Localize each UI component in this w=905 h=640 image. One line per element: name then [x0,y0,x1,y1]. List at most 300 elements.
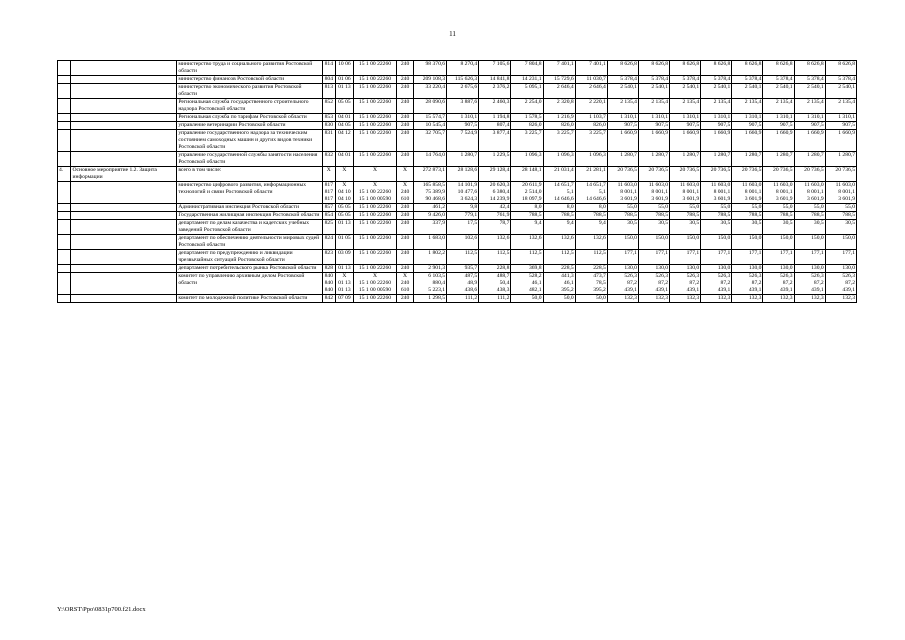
value-cell [670,151,701,166]
cell-line: 526,3 [748,272,762,279]
value-cell [322,219,335,234]
value-cell [794,166,825,181]
value-cell [543,61,575,76]
cell-line: 177,1 [811,249,824,256]
cell-line: 6 380,4 [492,188,510,195]
measure-name [71,249,177,264]
value-cell [575,181,607,203]
cell-line: 5 223,1 [428,286,446,293]
value-cell [732,75,763,83]
cell-line: 2 376,2 [492,83,510,90]
cell-line: 5 378,4 [682,75,700,82]
value-cell [763,219,794,234]
value-cell [701,61,732,76]
cell-line: 526,3 [655,272,669,279]
cell-line: 9,4 [534,219,542,226]
cell-line: 1 310,1 [806,113,824,120]
cell-line: 1 310,1 [775,113,793,120]
value-cell [447,61,479,76]
value-cell [794,98,825,113]
cell-line: 2 646,4 [556,83,574,90]
cell-line: 14 239,9 [489,195,510,202]
cell-line: 21 031,4 [554,166,574,173]
row-number [58,121,71,129]
value-cell [353,98,397,113]
cell-line: 01 13 [338,219,351,226]
value-cell [701,166,732,181]
cell-line: X [326,166,331,173]
table-row [58,98,857,113]
cell-line: 132,3 [748,294,762,301]
value-cell [397,234,414,249]
cell-line: 1 280,7 [682,151,700,158]
value-cell [511,151,543,166]
value-cell [763,181,794,203]
cell-line: 3 601,9 [682,195,700,202]
cell-line: 228,5 [561,264,574,271]
cell-line: 1 280,7 [775,151,793,158]
value-cell [794,219,825,234]
value-cell [479,219,511,234]
cell-line: 50,0 [596,294,606,301]
cell-line: 240 [400,203,410,210]
value-cell [322,234,335,249]
measure-name [71,113,177,121]
row-number [58,75,71,83]
cell-line: 610 [400,195,410,202]
cell-line: 842 [324,294,334,301]
cell-line: 112,5 [464,249,478,256]
cell-line: 132,3 [842,294,855,301]
table-row [58,151,857,166]
value-cell [397,83,414,98]
cell-line: 11 030,7 [586,75,606,82]
value-cell [322,83,335,98]
value-cell [353,294,397,302]
cell-line: 7 524,9 [460,129,478,136]
cell-line: 177,1 [686,249,700,256]
cell-line: 439,1 [686,286,700,293]
value-cell [825,211,856,219]
cell-line: 907,5 [748,121,762,128]
cell-line: 177,1 [624,249,637,256]
value-cell [511,249,543,264]
cell-line: 15 1 00 22260 [358,264,392,271]
value-cell [607,294,638,302]
cell-line: 461,2 [432,203,446,210]
value-cell [543,83,575,98]
cell-line: 55,0 [782,203,793,210]
value-cell [607,272,638,294]
value-cell [701,83,732,98]
cell-line: 1 229,5 [492,151,510,158]
cell-line: 2 540,1 [651,83,669,90]
value-cell [543,211,575,219]
measure-name [71,61,177,76]
cell-line: 826,0 [561,121,574,128]
cell-line: 177,1 [717,249,731,256]
cell-line: 14 231,1 [521,75,542,82]
cell-line: 240 [400,294,410,301]
cell-line: 102,6 [464,234,478,241]
executor-name: Региональная служба по тарифам Ростовской области [177,113,322,121]
value-cell [794,129,825,151]
value-cell [353,151,397,166]
cell-line: 132,6 [593,234,606,241]
value-cell [607,211,638,219]
cell-line: 14 646,6 [554,195,574,202]
value-cell [511,166,543,181]
cell-line: 04 10 [338,188,351,195]
cell-line: 150,0 [624,234,637,241]
footer-file-path: Y:\ORST\Ppo\0831p700.f21.docx [57,606,146,613]
cell-line: 8 626,8 [620,61,637,67]
value-cell [413,151,446,166]
cell-line: 1 280,7 [460,151,478,158]
value-cell [732,151,763,166]
cell-line: 177,1 [655,249,669,256]
cell-line: 1 683,0 [428,234,446,241]
value-cell [701,234,732,249]
cell-line: 3 601,9 [713,195,731,202]
cell-line: 11 603,0 [617,181,637,188]
value-cell [607,83,638,98]
value-cell [511,98,543,113]
value-cell [397,219,414,234]
value-cell [479,234,511,249]
cell-line: 209 108,3 [422,75,446,82]
cell-line: 150,0 [780,234,793,241]
cell-line: 15 1 00 22260 [358,151,392,158]
cell-line: 15 1 00 22260 [358,61,392,67]
cell-line: 10 545,4 [425,121,446,128]
cell-line: 1 280,7 [651,151,669,158]
value-cell [607,113,638,121]
cell-line: 852 [324,98,334,105]
cell-line: X [342,272,347,279]
cell-line: 30,5 [658,219,669,226]
value-cell [575,219,607,234]
executor-name: Региональная служба государственного строительного надзора Ростовской области [177,98,322,113]
value-cell [607,129,638,151]
value-cell [336,203,354,211]
value-cell [670,75,701,83]
cell-line: 2 514,0 [524,188,542,195]
table-row [58,83,857,98]
measure-name [71,264,177,272]
cell-line: 30,5 [813,219,824,226]
value-cell [763,166,794,181]
measure-name [71,219,177,234]
measure-name: Основное мероприятие 1.2. Защита информации [71,166,177,181]
value-cell [543,294,575,302]
value-cell [575,61,607,76]
cell-line: 55,0 [627,203,637,210]
value-cell [353,219,397,234]
cell-line: 907,5 [464,121,478,128]
cell-line: 20 620,3 [489,181,510,188]
cell-line: 8 001,1 [775,188,793,195]
value-cell [638,98,669,113]
value-cell [607,219,638,234]
cell-line: 150,0 [842,234,855,241]
value-cell [543,219,575,234]
cell-line: 1 194,8 [492,113,510,120]
cell-line: X [372,272,377,279]
value-cell [732,234,763,249]
table-row [58,234,857,249]
value-cell [732,211,763,219]
value-cell [413,83,446,98]
value-cell [732,264,763,272]
value-cell [575,272,607,294]
executor-name: Государственная жилищная инспекция Ростовской области [177,211,322,219]
cell-line: 788,5 [655,211,669,218]
executor-name: управление ветеринарии Ростовской области [177,121,322,129]
value-cell [336,121,354,129]
value-cell [825,181,856,203]
value-cell [638,219,669,234]
value-cell [825,249,856,264]
value-cell [607,121,638,129]
cell-line: 826,0 [528,121,542,128]
value-cell [322,98,335,113]
value-cell [670,234,701,249]
value-cell [511,272,543,294]
measure-name [71,294,177,302]
executor-name: министерство финансов Ростовской области [177,75,322,83]
cell-line: 130,0 [748,264,762,271]
cell-line: 130,0 [717,264,731,271]
value-cell [336,249,354,264]
cell-line: 788,5 [593,211,606,218]
table-row [58,294,857,302]
executor-name: департамент по обеспечению деятельности мировых судей Ростовской области [177,234,322,249]
cell-line: 130,0 [842,264,855,271]
cell-line: 240 [400,219,410,226]
value-cell [638,166,669,181]
row-number [58,129,71,151]
cell-line: 78,5 [596,279,606,286]
value-cell [397,181,414,203]
cell-line: 337,9 [432,219,446,226]
value-cell [479,272,511,294]
cell-line: 6 103,5 [428,272,446,279]
cell-line: 240 [400,75,410,82]
value-cell [732,294,763,302]
value-cell [763,211,794,219]
cell-line: 15 1 00 22260 [358,234,392,241]
cell-line: 9 426,0 [428,211,446,218]
value-cell [322,61,335,76]
cell-line: 2 540,1 [682,83,700,90]
value-cell [336,264,354,272]
cell-line: 03 09 [338,249,351,256]
cell-line: 5 378,4 [651,75,669,82]
cell-line: 10 06 [338,61,351,67]
cell-line: 30,5 [845,219,855,226]
value-cell [336,166,354,181]
value-cell [732,113,763,121]
cell-line: 1 216,9 [556,113,574,120]
value-cell [638,211,669,219]
cell-line: 831 [324,129,334,136]
measure-name [71,211,177,219]
cell-line: 2 135,4 [620,98,637,105]
value-cell [607,234,638,249]
cell-line: 823 [324,249,334,256]
value-cell [670,61,701,76]
value-cell [447,98,479,113]
cell-line: 15 1 00 22260 [358,83,392,90]
value-cell [353,83,397,98]
value-cell [794,234,825,249]
cell-line: 8 001,1 [713,188,731,195]
value-cell [670,113,701,121]
executor-name: департамент по делам казачества и кадетских учебных заведений Ростовской области [177,219,322,234]
value-cell [322,249,335,264]
value-cell [825,294,856,302]
measure-name [71,121,177,129]
cell-line: 130,0 [655,264,669,271]
value-cell [701,294,732,302]
value-cell [607,75,638,83]
value-cell [413,98,446,113]
cell-line: 15 1 00 22260 [358,188,392,195]
cell-line: 132,3 [717,294,731,301]
cell-line: 17,5 [467,219,478,226]
cell-line: 20 736,5 [710,166,731,173]
cell-line: 5 095,1 [524,83,542,90]
value-cell [322,203,335,211]
table-row [58,211,857,219]
value-cell [732,181,763,203]
value-cell [336,294,354,302]
cell-line: 2 220,1 [589,98,606,105]
value-cell [511,121,543,129]
value-cell [575,83,607,98]
measure-name [71,83,177,98]
cell-line: 240 [400,188,410,195]
cell-line: 50,0 [531,294,542,301]
cell-line: 817 [324,188,334,195]
row-number [58,113,71,121]
value-cell [511,181,543,203]
cell-line: 610 [400,286,410,293]
table-row [58,249,857,264]
cell-line: 1 310,1 [620,113,637,120]
cell-line: 8 626,8 [682,61,700,67]
value-cell [322,272,335,294]
value-cell [479,203,511,211]
cell-line: 14 646,6 [586,195,606,202]
cell-line: 1 660,9 [806,129,824,136]
cell-line: 439,1 [655,286,669,293]
cell-line: 3 601,9 [806,195,824,202]
cell-line: 55,0 [658,203,669,210]
cell-line: 439,1 [842,286,855,293]
value-cell [397,151,414,166]
cell-line: 853 [324,113,334,120]
cell-line: 439,1 [780,286,793,293]
value-cell [825,166,856,181]
row-number [58,272,71,294]
cell-line: 55,0 [845,203,855,210]
value-cell [638,113,669,121]
value-cell [732,61,763,76]
measure-name [71,181,177,203]
cell-line: 130,0 [780,264,793,271]
cell-line: 817 [324,181,334,188]
value-cell [413,181,446,203]
cell-line: 87,2 [782,279,793,286]
value-cell [479,249,511,264]
value-cell [336,98,354,113]
cell-line: 8 001,1 [682,188,700,195]
executor-name: департамент потребительского рынка Ростовской области [177,264,322,272]
value-cell [638,181,669,203]
table-row [58,129,857,151]
value-cell [732,219,763,234]
cell-line: 240 [400,121,410,128]
value-cell [447,211,479,219]
value-cell [413,249,446,264]
value-cell [353,272,397,294]
cell-line: 2 901,3 [428,264,446,271]
value-cell [794,249,825,264]
cell-line: 75 389,9 [425,188,446,195]
cell-line: 130,0 [624,264,637,271]
cell-line: 11 603,0 [773,181,793,188]
cell-line: 3 601,9 [620,195,637,202]
cell-line: 907,5 [624,121,637,128]
measure-name [71,129,177,151]
cell-line: 132,6 [496,234,510,241]
cell-line: 2 675,6 [460,83,478,90]
value-cell [763,129,794,151]
cell-line: 55,0 [689,203,700,210]
executor-name: министерство экономического развития Ростовской области [177,83,322,98]
value-cell [336,75,354,83]
cell-line: 150,0 [748,234,762,241]
value-cell [413,211,446,219]
cell-line: 8 626,8 [838,61,855,67]
cell-line: 854 [324,211,334,218]
cell-line: 1 310,1 [460,113,478,120]
cell-line: 1 280,7 [806,151,824,158]
value-cell [447,249,479,264]
table-row [58,166,857,181]
value-cell [794,121,825,129]
cell-line: 2 135,4 [775,98,793,105]
cell-line: 1 096,3 [589,151,606,158]
value-cell [638,61,669,76]
cell-line: 840 [324,286,334,293]
cell-line: 28 128,6 [457,166,478,173]
cell-line: 8 626,8 [744,61,762,67]
cell-line: 14 101,9 [457,181,478,188]
cell-line: 55,0 [751,203,762,210]
row-number [58,83,71,98]
value-cell [479,129,511,151]
cell-line: 824 [324,234,334,241]
cell-line: 240 [400,264,410,271]
cell-line: 78,7 [499,219,510,226]
value-cell [732,166,763,181]
value-cell [763,98,794,113]
value-cell [607,203,638,211]
measure-name [71,98,177,113]
